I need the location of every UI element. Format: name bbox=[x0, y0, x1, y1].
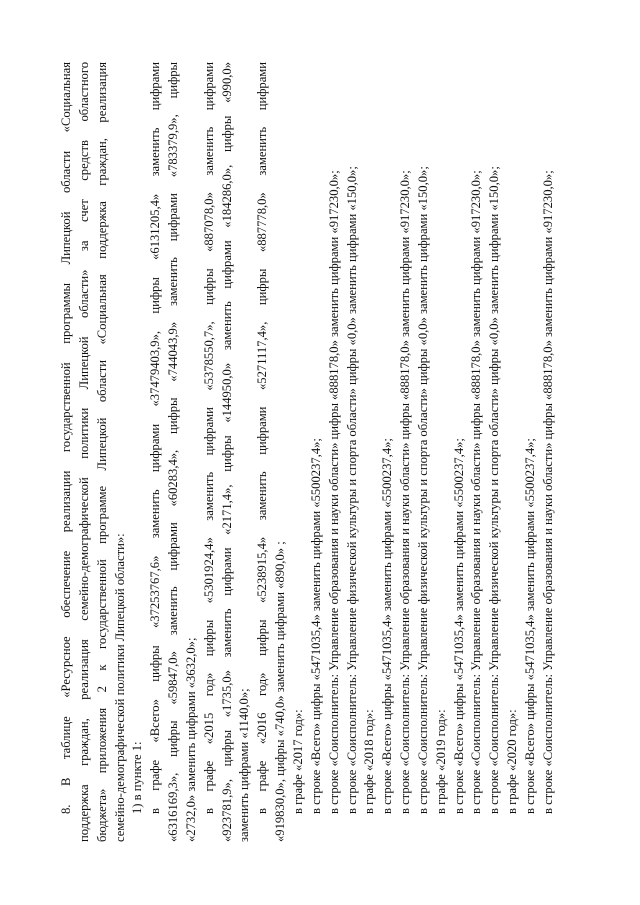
text-line: в строке «Соисполнитель: Управление образования и науки области» цифры «888178,0» заменить цифрами «917230,0»; bbox=[469, 170, 484, 814]
text-line: в графе «2019 год»: bbox=[433, 709, 448, 814]
text-line: в строке «Соисполнитель: Управление образования и науки области» цифры «888178,0» заменить цифрами «917230,0»; bbox=[540, 170, 555, 814]
text-line: «2732,0» заменить цифрами «3632,0»; bbox=[183, 637, 198, 842]
text-line: в графе «2016 год» цифры «5238915,4» заменить цифрами «5271117,4», цифры «887778,0» заменить цифрами bbox=[255, 62, 270, 814]
text-line: бюджета» приложения 2 к государственной программе Липецкой области «Социальная поддержка граждан, реализация bbox=[94, 62, 109, 842]
text-line: в графе «2020 год»: bbox=[505, 709, 520, 814]
text-line: в строке «Всего» цифры «5471035,4» заменить цифрами «5500237,4»; bbox=[451, 438, 466, 814]
text-line: 8. В таблице «Ресурсное обеспечение реализации государственной программы Липецкой области «Социальная bbox=[59, 62, 73, 814]
text-line: в строке «Всего» цифры «5471035,4» заменить цифрами «5500237,4»; bbox=[380, 438, 395, 814]
text-line: семейно-демографической политики Липецкой области»: bbox=[112, 533, 127, 842]
text-line: в строке «Всего» цифры «5471035,4» заменить цифрами «5500237,4»; bbox=[522, 438, 537, 814]
text-line: в строке «Соисполнитель: Управление физической культуры и спорта области» цифры «0,0» заменить цифрами «150,0»; bbox=[344, 166, 359, 814]
text-line: в строке «Соисполнитель: Управление физической культуры и спорта области» цифры «0,0» заменить цифрами «150,0»; bbox=[415, 166, 430, 814]
text-line: «923781,9», цифры «1735,0» заменить цифрами «2171,4», цифры «144950,0» заменить цифрами «184286,0», цифры «990,0» bbox=[219, 62, 234, 842]
text-line: «6316169,3», цифры «59847,0» заменить цифрами «60283,4», цифры «744043,9» заменить цифрами «783379,9», цифры bbox=[166, 62, 181, 842]
text-line: в строке «Всего» цифры «5471035,4» заменить цифрами «5500237,4»; bbox=[308, 438, 323, 814]
text-line: 1) в пункте 1: bbox=[130, 741, 145, 814]
text-line: «919830,0», цифры «740,0» заменить цифрами «890,0» ; bbox=[273, 541, 288, 842]
text-line: заменить цифрами «1140,0»; bbox=[237, 688, 252, 842]
text-line: в графе «2015 год» цифры «5301924,4» заменить цифрами «5378550,7», цифры «887078,0» заменить цифрами bbox=[201, 62, 216, 814]
text-line: в строке «Соисполнитель: Управление физической культуры и спорта области» цифры «0,0» заменить цифрами «150,0»; bbox=[487, 166, 502, 814]
text-line: в графе «2018 год»: bbox=[362, 709, 377, 814]
text-line: в графе «2017 год»: bbox=[290, 709, 305, 814]
text-line: поддержка граждан, реализация семейно-демографической политики Липецкой области» за счет средств областного bbox=[76, 62, 91, 842]
document-body bbox=[58, 62, 558, 842]
text-line: в графе «Всего» цифры «37253767,6» заменить цифрами «37479403,9», цифры «6131205,4» заменить цифрами bbox=[148, 62, 163, 814]
text-line: в строке «Соисполнитель: Управление образования и науки области» цифры «888178,0» заменить цифрами «917230,0»; bbox=[398, 170, 413, 814]
text-line: в строке «Соисполнитель: Управление образования и науки области» цифры «888178,0» заменить цифрами «917230,0»; bbox=[326, 170, 341, 814]
